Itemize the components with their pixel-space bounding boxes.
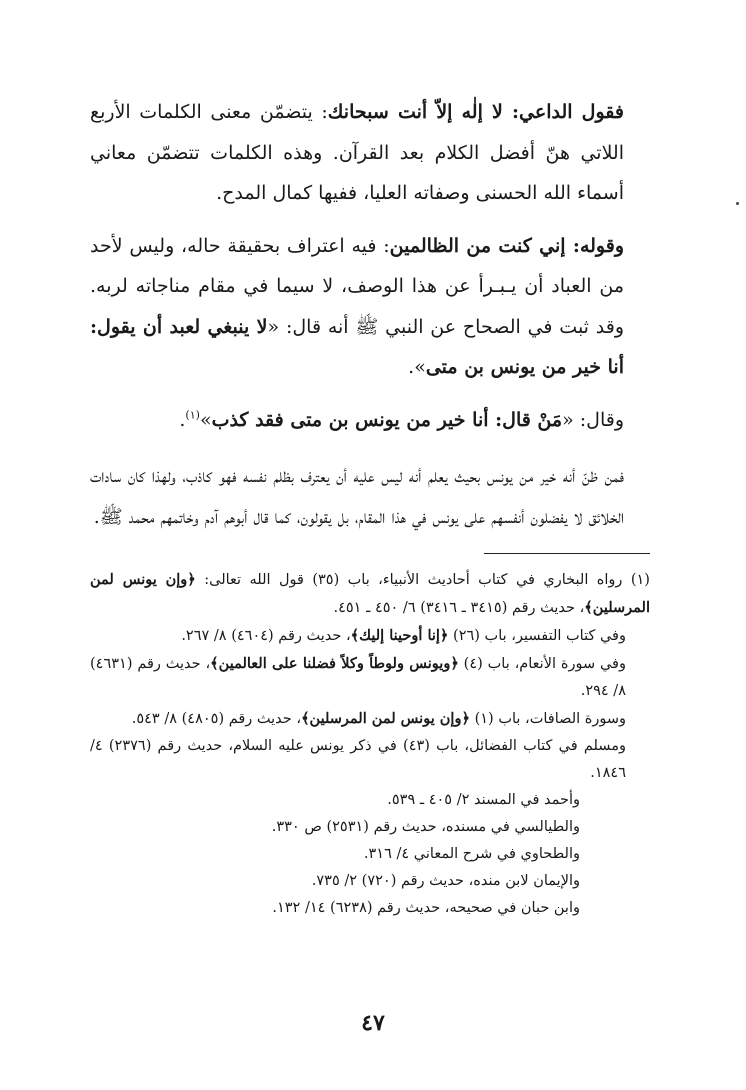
main-text xyxy=(90,92,650,537)
hadith-quote: لا ينبغي لعبد أن يقول: أنا خير من يونس بن متى xyxy=(90,315,624,378)
footnote-entry: والإيمان لابن منده، حديث رقم (٧٢٠) ٢/ ٧٣٥. xyxy=(311,873,580,889)
footnote-entry: والطحاوي في شرح المعاني ٤/ ٣١٦. xyxy=(363,846,580,862)
quran-verse: ﴿ويونس ولوطاً وكلاً فضلنا على العالمين﴾ xyxy=(210,655,459,672)
footnote-text: ، حديث رقم (٤٨٠٥) ٨/ ٥٤٣. xyxy=(131,711,302,727)
margin-mark xyxy=(736,202,739,205)
quran-verse: ﴿وإن يونس لمن المرسلين﴾ xyxy=(90,571,650,616)
paragraph-text: : يتضمّن معنى الكلمات الأربع اللاتي هنّ أفضل الكلام بعد القرآن. وهذه الكلمات تتضمّن معاني أسماء الله الحسنى وصفاته العليا، ففيها كمال المدح. xyxy=(90,101,624,204)
footnote-text: ، حديث رقم (٤٦٠٤) ٨/ ٢٦٧. xyxy=(181,628,351,644)
footnote-entry: ومسلم في كتاب الفضائل، باب (٤٣) في ذكر يونس عليه السلام، حديث رقم (٢٣٧٦) ٤/ ١٨٤٦. xyxy=(90,738,626,781)
phrase-bold: فقول الداعي: لا إلٰه إلاّ أنت سبحانك xyxy=(327,101,624,123)
footnote-marker: (١) xyxy=(185,408,200,422)
paragraph-3 xyxy=(90,400,650,441)
phrase-bold: وقوله: إني كنت من الظالمين xyxy=(389,234,624,257)
footnote-text: ، حديث رقم (٣٤١٥ ـ ٣٤١٦) ٦/ ٤٥٠ ـ ٤٥١. xyxy=(333,600,585,616)
paragraph-text: . xyxy=(179,408,186,431)
paragraph-4 xyxy=(90,456,650,537)
footnotes xyxy=(90,566,650,922)
paragraph-1 xyxy=(90,92,650,214)
paragraph-text: وقال: « xyxy=(562,408,624,431)
footnote-entry: والطيالسي في مسنده، حديث رقم (٢٥٣١) ص ٣٣٠. xyxy=(271,819,580,835)
footnote-entry: وابن حبان في صحيحه، حديث رقم (٦٢٣٨) ١٤/ ١٣٢. xyxy=(272,900,580,916)
footnote-text: وسورة الصافات، باب (١) xyxy=(469,711,626,727)
footnote-entry xyxy=(90,650,650,705)
paragraph-2 xyxy=(90,226,650,388)
paragraph-text: فمن ظنّ أنه خير من يونس بحيث يعلم أنه ليس عليه أن يعترف بظلم نفسه فهو كاذب، ولهذا كان سادات الخلائق لا يفضلون أنفسهم على يونس في هذا المقام، بل يقولون، كما قال أبوهم آدم وخاتمهم محمد ﷺ. xyxy=(90,465,624,528)
footnote-text: وفي سورة الأنعام، باب (٤) xyxy=(458,656,626,672)
footnote-text: وفي كتاب التفسير، باب (٢٦) xyxy=(448,628,626,644)
hadith-quote: مَنْ قال: أنا خير من يونس بن متى فقد كذب xyxy=(211,408,563,431)
quran-verse: ﴿وإن يونس لمن المرسلين﴾ xyxy=(301,710,470,727)
page-number: ٤٧ xyxy=(361,1010,385,1036)
footnote-entry: وأحمد في المسند ٢/ ٤٠٥ ـ ٥٣٩. xyxy=(387,792,580,808)
footnote-text: ، حديث رقم (٤٦٣١) ٨/ ٢٩٤. xyxy=(90,656,626,699)
paragraph-text: : فيه اعتراف بحقيقة حاله، وليس لأحد من العباد أن يـبـرأ عن هذا الوصف، لا سيما في مقام مناجاته لربه. وقد ثبت في الصحاح عن النبي ﷺ أنه قال: « xyxy=(90,234,624,338)
quran-verse: ﴿إنا أوحينا إليك﴾ xyxy=(350,627,449,644)
footnote-entry xyxy=(90,566,650,622)
footnote-entry xyxy=(90,705,650,733)
footnote-text: (١) رواه البخاري في كتاب أحاديث الأنبياء، باب (٣٥) قول الله تعالى: xyxy=(195,572,650,588)
footnote-divider xyxy=(484,553,650,554)
paragraph-text: ». xyxy=(408,356,426,378)
footnote-entry xyxy=(90,622,650,650)
paragraph-text: » xyxy=(199,408,212,431)
